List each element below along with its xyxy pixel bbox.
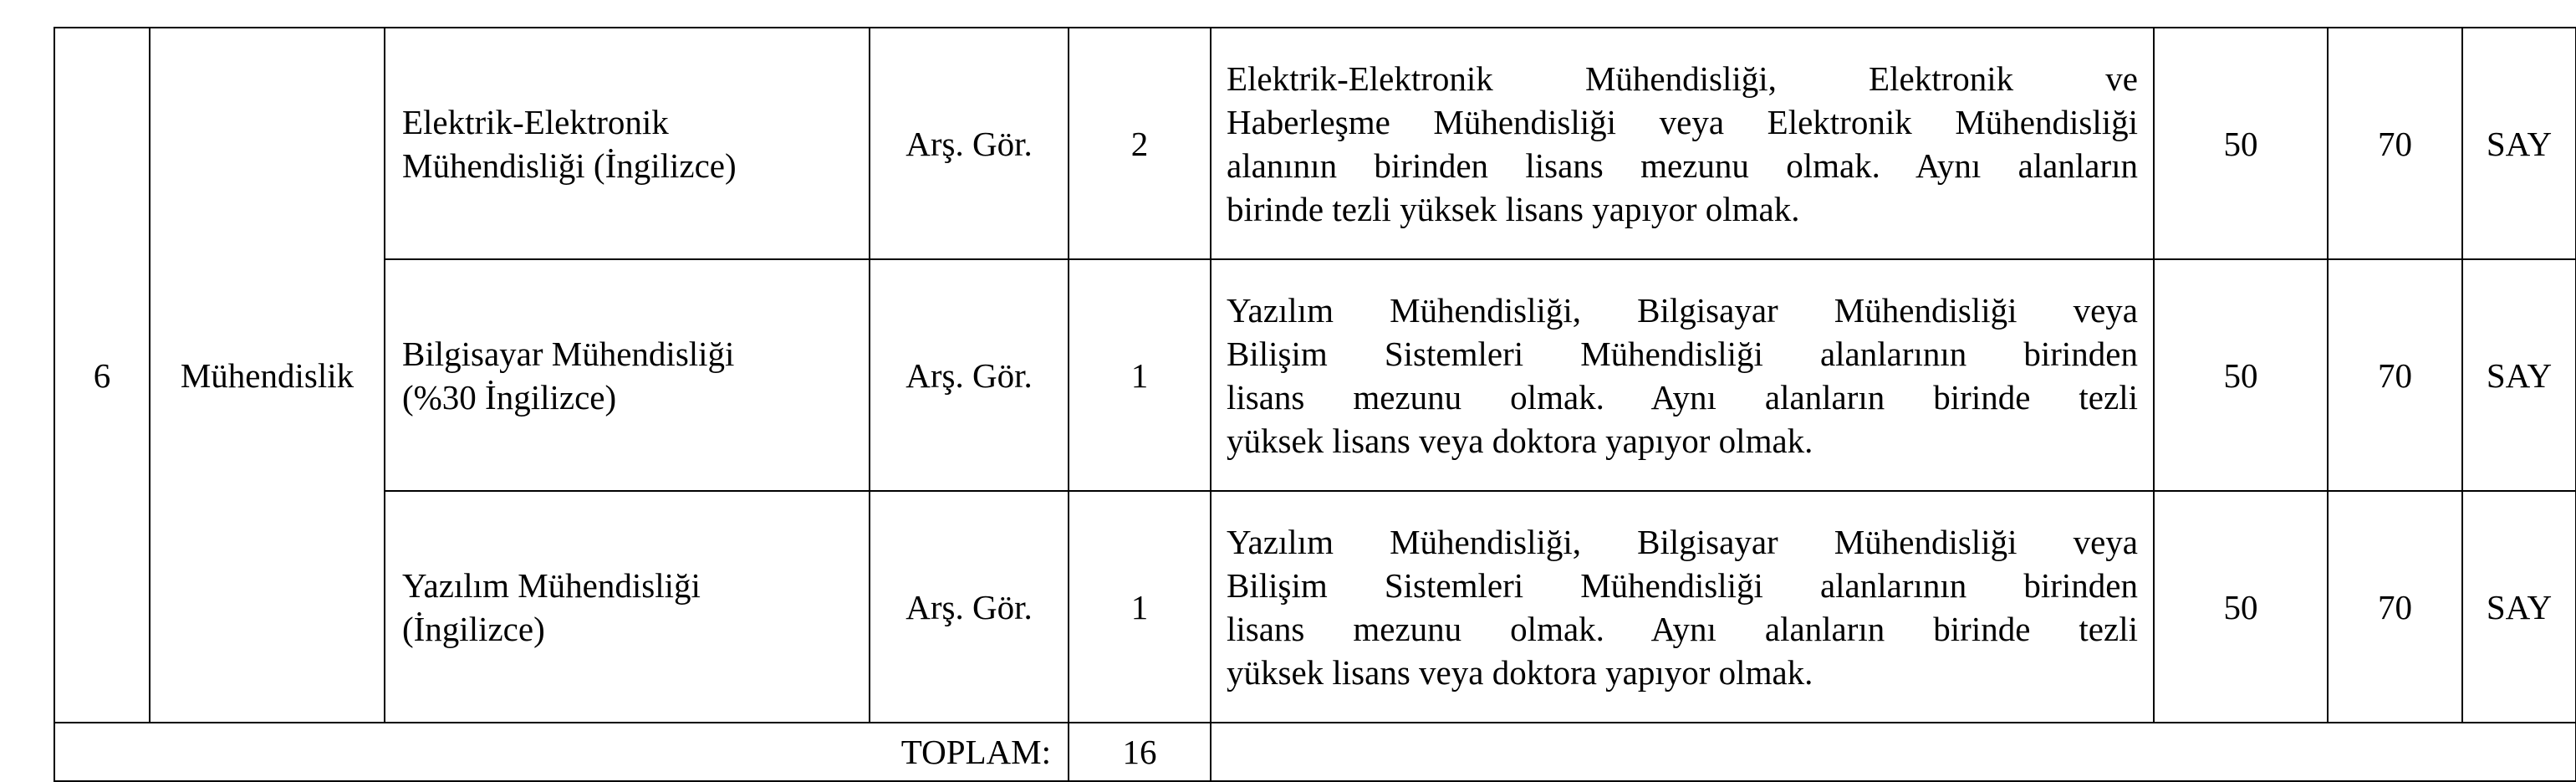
program-name xyxy=(385,491,870,723)
table-row xyxy=(54,491,2576,723)
staff-title: Arş. Gör. xyxy=(870,28,1069,259)
requirement-line: Haberleşme Mühendisliği veya Elektronik Mühendisliği xyxy=(1227,102,2138,141)
faculty-number: 6 xyxy=(54,28,150,723)
requirement-line: birinde tezli yüksek lisans yapıyor olmak. xyxy=(1227,189,1800,228)
faculty-name: Mühendislik xyxy=(150,28,385,723)
total-row xyxy=(54,723,2576,781)
score-type: SAY xyxy=(2462,28,2576,259)
requirement-line: alanının birinden lisans mezunu olmak. Aynı alanların xyxy=(1227,146,2138,185)
requirements xyxy=(1211,491,2154,723)
table-row xyxy=(54,28,2576,259)
position-count: 1 xyxy=(1069,491,1211,723)
total-value: 16 xyxy=(1069,723,1211,781)
program-line: Yazılım Mühendisliği xyxy=(402,565,701,605)
requirement-line: yüksek lisans veya doktora yapıyor olmak. xyxy=(1227,421,1813,460)
requirement-line: Yazılım Mühendisliği, Bilgisayar Mühendisliği veya xyxy=(1227,522,2138,561)
positions-table xyxy=(54,27,2576,782)
score-2: 70 xyxy=(2328,491,2462,723)
program-name xyxy=(385,259,870,491)
total-label: TOPLAM: xyxy=(54,723,1069,781)
requirement-line: Elektrik-Elektronik Mühendisliği, Elektronik ve xyxy=(1227,59,2138,98)
program-line: Bilgisayar Mühendisliği xyxy=(402,334,735,373)
position-count: 2 xyxy=(1069,28,1211,259)
score-1: 50 xyxy=(2154,491,2328,723)
requirements xyxy=(1211,259,2154,491)
requirement-line: Yazılım Mühendisliği, Bilgisayar Mühendisliği veya xyxy=(1227,290,2138,330)
requirement-line: Bilişim Sistemleri Mühendisliği alanlarının birinden xyxy=(1227,334,2138,373)
score-1: 50 xyxy=(2154,28,2328,259)
score-1: 50 xyxy=(2154,259,2328,491)
score-type: SAY xyxy=(2462,491,2576,723)
score-type: SAY xyxy=(2462,259,2576,491)
program-line: Elektrik-Elektronik xyxy=(402,102,669,141)
score-2: 70 xyxy=(2328,28,2462,259)
program-line: Mühendisliği (İngilizce) xyxy=(402,146,737,185)
total-empty-cell xyxy=(1211,723,2576,781)
program-name xyxy=(385,28,870,259)
program-line: (%30 İngilizce) xyxy=(402,377,617,417)
position-count: 1 xyxy=(1069,259,1211,491)
requirement-line: lisans mezunu olmak. Aynı alanların birinde tezli xyxy=(1227,609,2138,648)
score-2: 70 xyxy=(2328,259,2462,491)
requirement-line: yüksek lisans veya doktora yapıyor olmak. xyxy=(1227,652,1813,692)
staff-title: Arş. Gör. xyxy=(870,259,1069,491)
program-line: (İngilizce) xyxy=(402,609,545,648)
table-row xyxy=(54,259,2576,491)
requirement-line: lisans mezunu olmak. Aynı alanların birinde tezli xyxy=(1227,377,2138,417)
requirements xyxy=(1211,28,2154,259)
requirement-line: Bilişim Sistemleri Mühendisliği alanlarının birinden xyxy=(1227,565,2138,605)
staff-title: Arş. Gör. xyxy=(870,491,1069,723)
